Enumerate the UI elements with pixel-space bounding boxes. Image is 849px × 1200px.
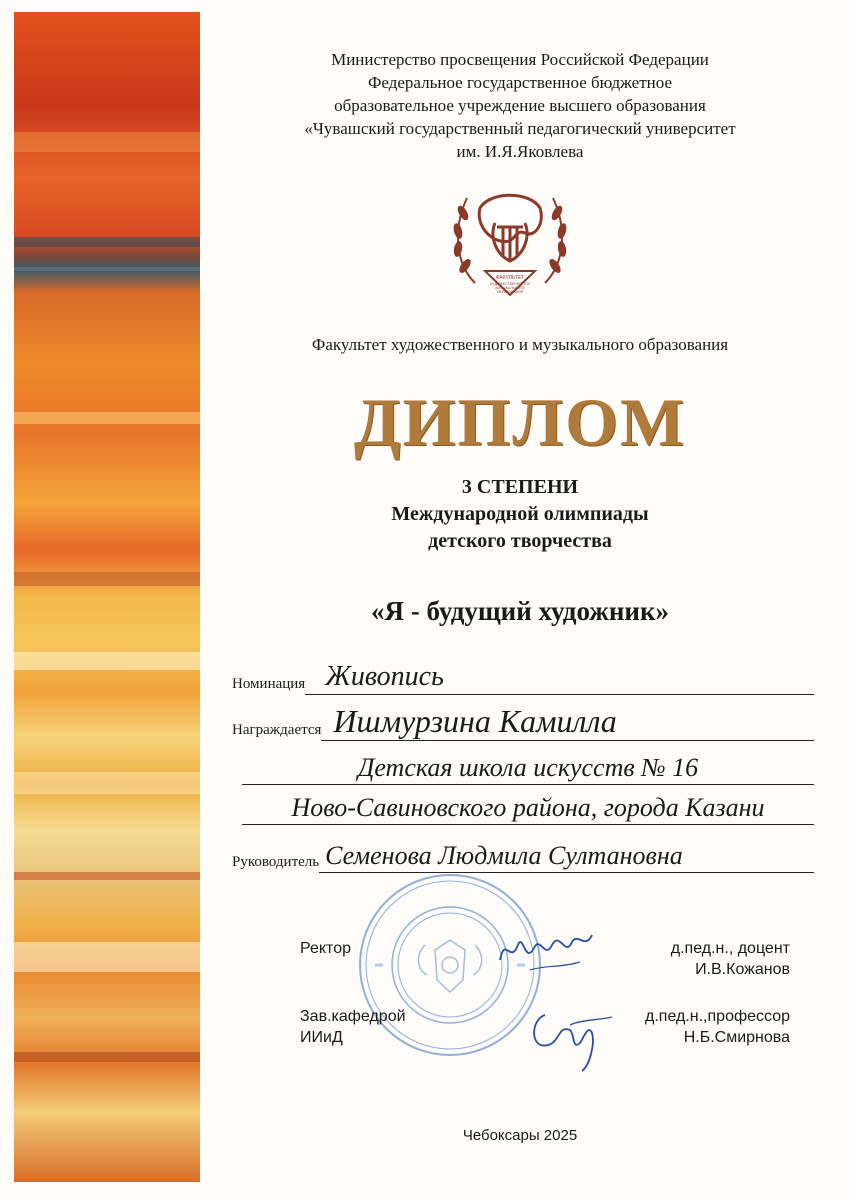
header-line: «Чувашский государственный педагогический университет (304, 119, 736, 138)
rector-title: д.пед.н., доцент (670, 940, 790, 957)
rector-name: И.В.Кожанов (695, 961, 790, 978)
school-line-1: Детская школа искусств № 16 (242, 752, 814, 785)
contest-name: «Я - будущий художник» (370, 596, 670, 626)
nomination-label: Номинация (232, 676, 306, 692)
head-details (630, 1006, 790, 1048)
rector-signature-icon (490, 920, 600, 980)
svg-text:ОБРАЗОВАНИЯ: ОБРАЗОВАНИЯ (496, 290, 524, 294)
awarded-row (232, 702, 814, 741)
faculty-name: Факультет художественного и музыкального образования (311, 335, 729, 354)
header-line: Федеральное государственное бюджетное (367, 73, 673, 92)
rector-label: Ректор (300, 940, 351, 957)
supervisor-label: Руководитель (232, 854, 320, 870)
awarded-value: Ишмурзина Камилла (321, 702, 814, 741)
degree-line: Международной олимпиады (391, 503, 649, 525)
faculty-emblem-icon (445, 183, 575, 301)
svg-text:ХУДОЖЕСТВЕННОГО И: ХУДОЖЕСТВЕННОГО И (490, 282, 530, 286)
ministry-header (220, 48, 820, 163)
supervisor-value: Семенова Людмила Султановна (319, 840, 814, 873)
svg-text:ФАКУЛЬТЕТ: ФАКУЛЬТЕТ (495, 275, 525, 281)
header-line: им. И.Я.Яковлева (456, 142, 584, 161)
head-title: д.пед.н.,профессор (645, 1008, 790, 1025)
svg-text:МУЗЫКАЛЬНОГО: МУЗЫКАЛЬНОГО (495, 286, 525, 290)
degree-line: 3 СТЕПЕНИ (461, 476, 579, 498)
decorative-painting-strip (14, 12, 200, 1182)
supervisor-row (232, 840, 814, 873)
header-line: Министерство просвещения Российской Федерации (331, 50, 709, 69)
city-year-footer: Чебоксары 2025 (462, 1127, 578, 1144)
nomination-value: Живопись (305, 660, 814, 695)
degree-line: детского творчества (428, 530, 612, 552)
head-label-line: Зав.кафедрой (300, 1008, 406, 1025)
head-name: Н.Б.Смирнова (683, 1029, 790, 1046)
school-line-2: Ново-Савиновского района, города Казани (242, 792, 814, 825)
header-line: образовательное учреждение высшего образования (334, 96, 706, 115)
degree-block (220, 474, 820, 555)
diploma-title: ДИПЛОМ (353, 384, 687, 460)
head-signature-icon (520, 995, 620, 1075)
rector-details (630, 938, 790, 980)
nomination-row (232, 660, 814, 695)
head-label-line: ИИиД (300, 1029, 343, 1046)
awarded-label: Награждается (232, 722, 322, 738)
head-label (300, 1006, 406, 1048)
